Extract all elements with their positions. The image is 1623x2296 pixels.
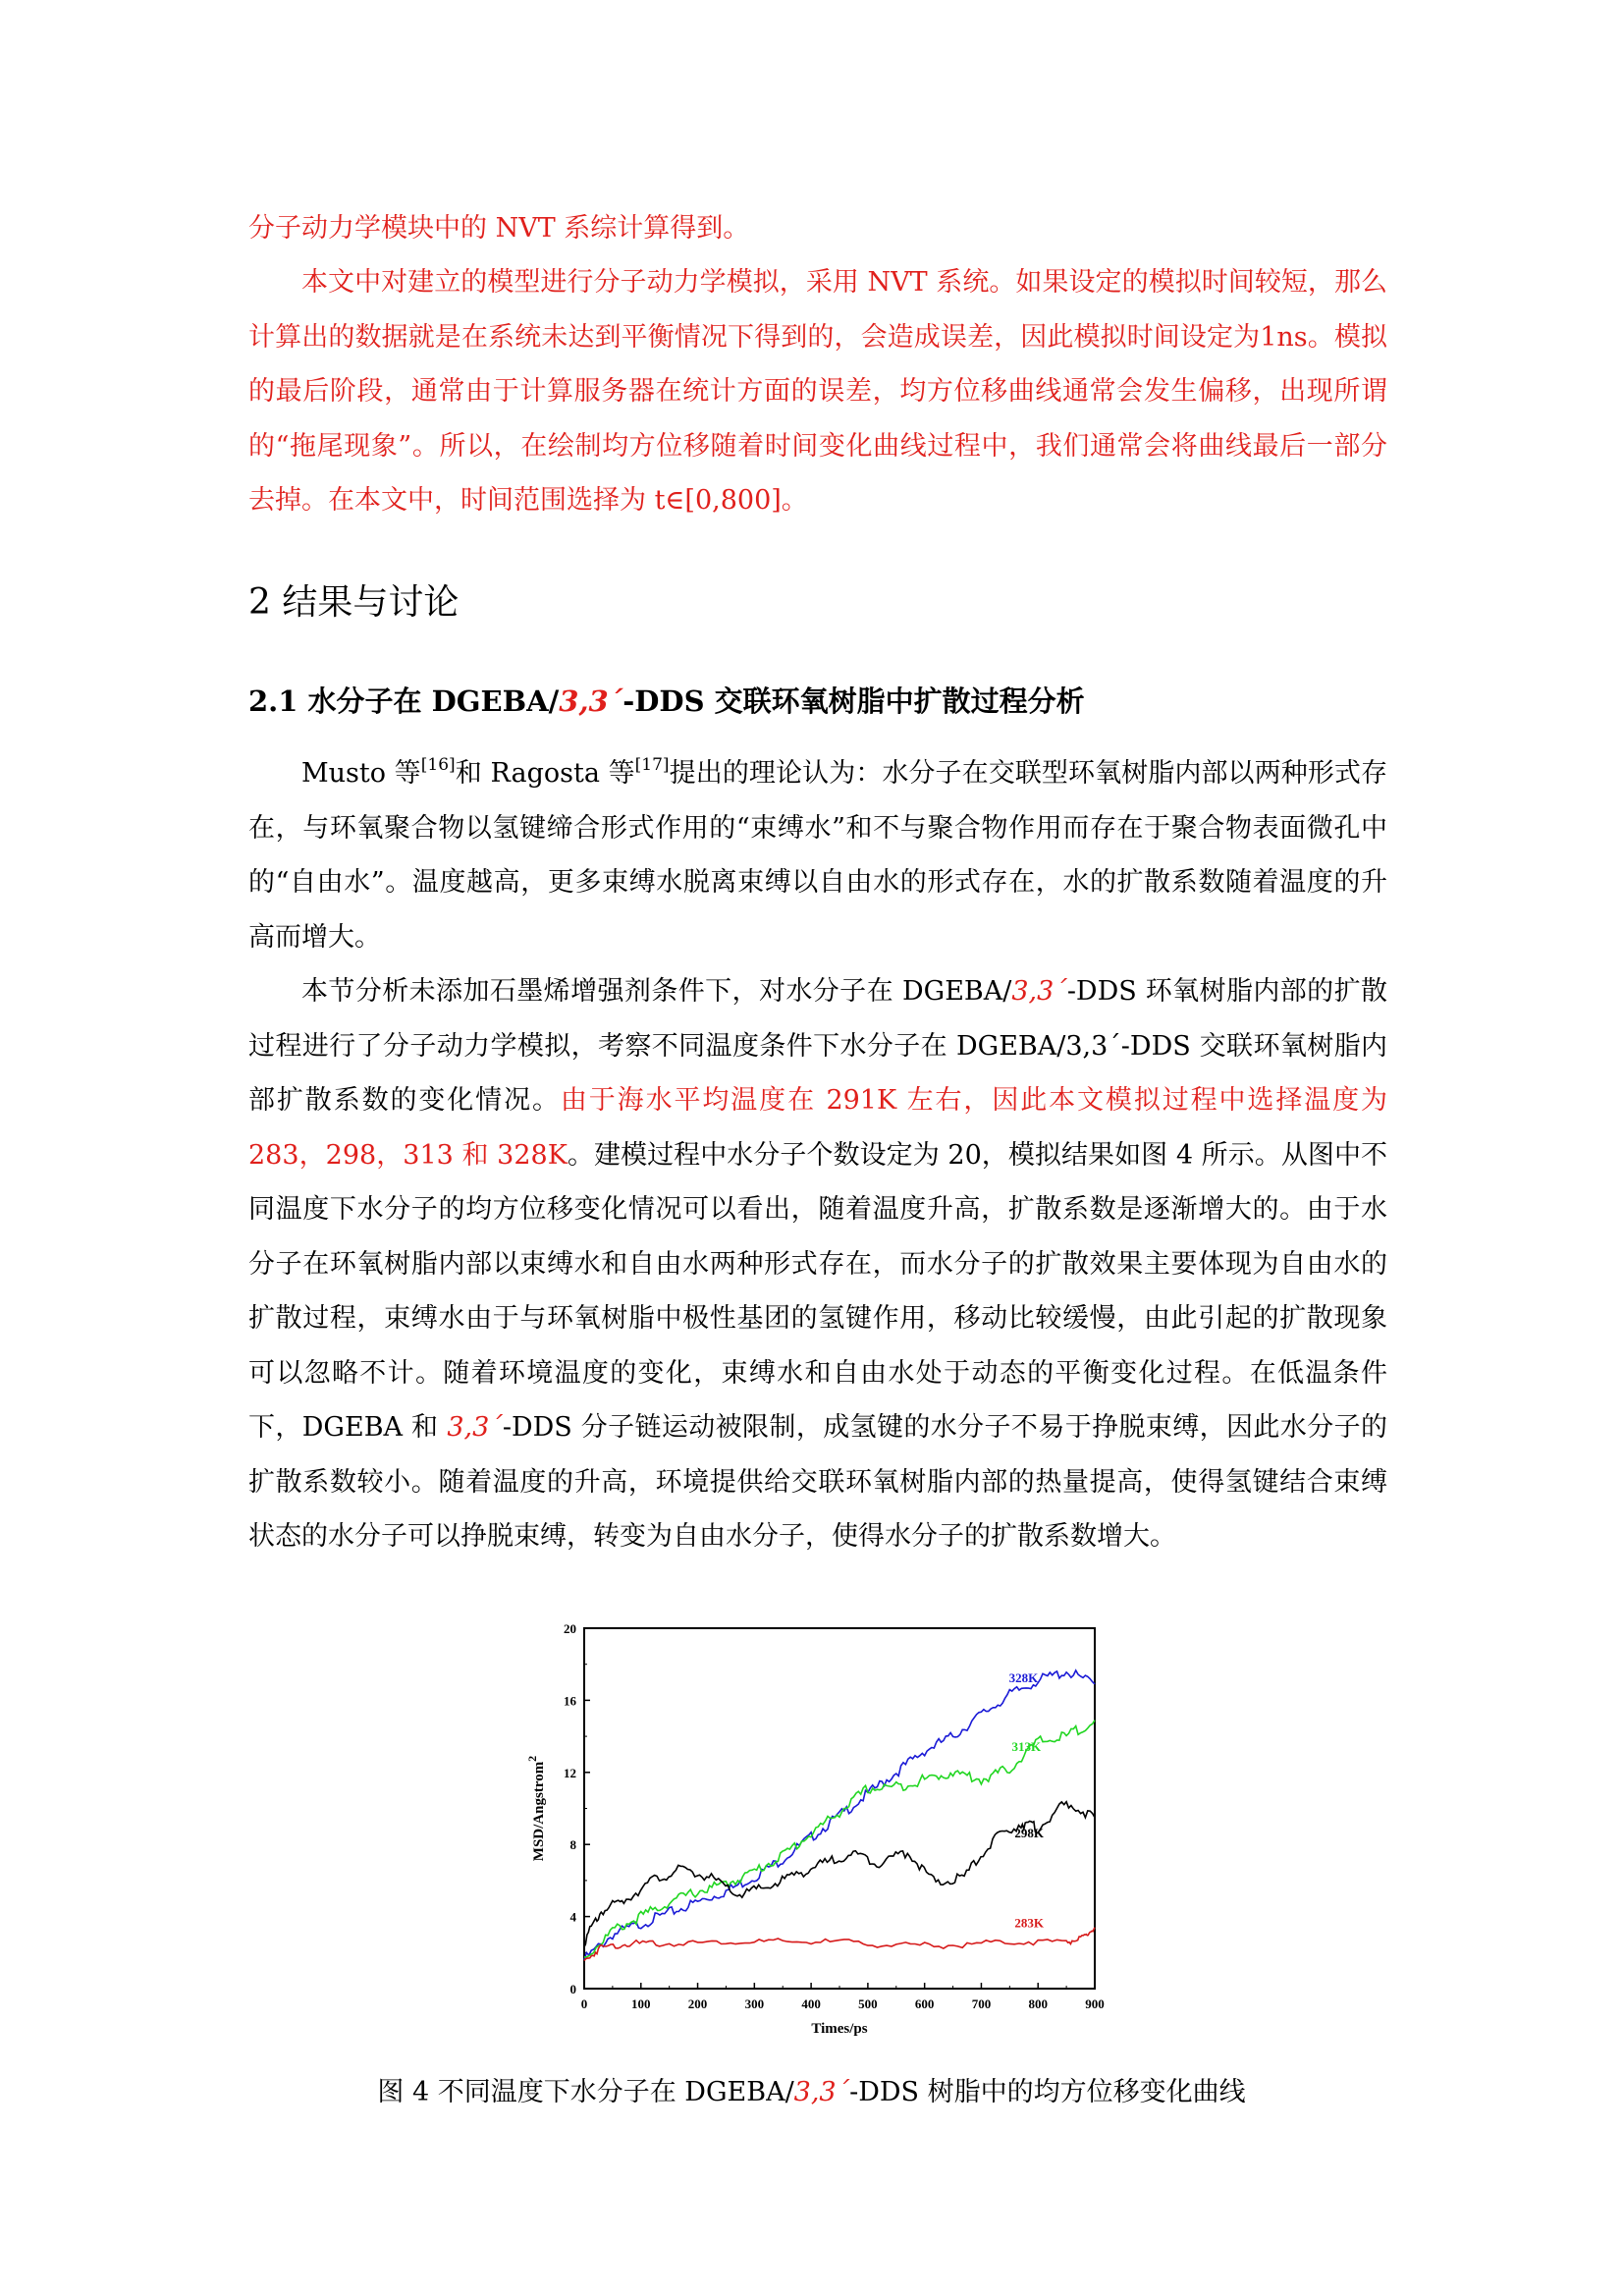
series-label-328K: 328K [1008, 1670, 1039, 1686]
citation-16[interactable]: [16] [420, 755, 456, 775]
x-axis-label: Times/ps [811, 2021, 868, 2037]
x-tick-label: 200 [687, 1996, 708, 2011]
analysis-text-3: 。建模过程中水分子个数设定为 20，模拟结果如图 4 所示。从图中不同温度下水分子的均方位移变化情况可以看出，随着温度升高，扩散系数是逐渐增大的。由于水分子在环氧树脂内部以束缚水和自由水两种形式存在，而水分子的扩散效果主要体现为自由水的扩散过程，束缚水由于与环氧树脂中极性基团的氢键作用，移动比较缓慢，由此引起的扩散现象可以忽略不计。随着环境温度的变化，束缚水和自由水处于动态的平衡变化过程。在低温条件下，DGEBA 和 [248, 1139, 1388, 1443]
analysis-highlight-1: 3,3´ [1011, 976, 1067, 1007]
figure-caption [0, 2070, 1623, 2108]
x-tick-label: 600 [914, 1996, 935, 2011]
paragraph-intro [248, 201, 1387, 256]
theory-text-2: 和 Ragosta 等 [455, 758, 635, 789]
citation-17[interactable]: [17] [634, 755, 670, 775]
x-tick-label: 400 [801, 1996, 821, 2011]
paragraph-simulation-setup-text: 本文中对建立的模型进行分子动力学模拟，采用 NVT 系统。如果设定的模拟时间较短，那么计算出的数据就是在系统未达到平衡情况下得到的，会造成误差，因此模拟时间设定为1ns。模拟的最后阶段，通常由于计算服务器在统计方面的误差，均方位移曲线通常会发生偏移，出现所谓的“拖尾现象”。所以，在绘制均方位移随着时间变化曲线过程中，我们通常会将曲线最后一部分去掉。在本文中，时间范围选择为 t∈[0,800]。 [248, 267, 1387, 516]
y-tick-label: 4 [569, 1909, 576, 1925]
y-tick-label: 12 [564, 1765, 576, 1780]
analysis-text-4: -DDS 分子链运动被限制，成氢键的水分子不易于挣脱束缚，因此水分子的扩散系数较小。随着温度的升高，环境提供给交联环氧树脂内部的热量提高，使得氢键结合束缚状态的水分子可以挣脱束缚，转变为自由水分子，使得水分子的扩散系数增大。 [248, 1412, 1387, 1552]
figure-caption-highlight: 3,3´ [793, 2077, 850, 2107]
x-tick-label: 300 [744, 1996, 765, 2011]
msd-chart [511, 1611, 1139, 2062]
x-tick-label: 700 [971, 1996, 992, 2011]
y-tick-label: 0 [569, 1982, 576, 1996]
analysis-text-2: -DDS 环氧树脂内部的扩散过程进行了分子动力学模拟，考察不同温度条件下水分子在 DGEBA/3,3´-DDS 交联环氧树脂内部扩散系数的变化情况。 [248, 976, 1387, 1116]
y-axis-label: MSD/Angstrom$^2$ [525, 1755, 547, 1862]
analysis-highlight-2: 3,3´ [447, 1412, 503, 1443]
series-label-283K: 283K [1014, 1915, 1044, 1931]
analysis-text-1: 本节分析未添加石墨烯增强剂条件下，对水分子在 DGEBA/ [301, 976, 1012, 1007]
series-label-298K: 298K [1014, 1825, 1044, 1840]
series-label-313K: 313K [1011, 1738, 1042, 1754]
subsection-heading-highlight: 3,3´ [559, 684, 623, 718]
x-tick-label: 100 [631, 1996, 651, 2011]
section-heading: 2 结果与讨论 [248, 582, 460, 623]
x-tick-label: 0 [580, 1996, 588, 2011]
x-tick-label: 500 [858, 1996, 878, 2011]
paragraph-simulation-setup [248, 255, 1387, 528]
theory-text-3: 提出的理论认为：水分子在交联型环氧树脂内部以两种形式存在，与环氧聚合物以氢键缔合形式作用的“束缚水”和不与聚合物作用而存在于聚合物表面微孔中的“自由水”。温度越高，更多束缚水脱离束缚以自由水的形式存在，水的扩散系数随着温度的升高而增大。 [248, 758, 1387, 953]
analysis-highlight-temperature: 由于海水平均温度在 291K 左右，因此本文模拟过程中选择温度为 283，298，313 和 328K [248, 1085, 1388, 1171]
paragraph-theory [248, 746, 1387, 964]
theory-text-1: Musto 等 [301, 758, 421, 789]
x-tick-label: 900 [1085, 1996, 1105, 2011]
figure-caption-part1: 图 4 不同温度下水分子在 DGEBA/ [377, 2077, 794, 2107]
figure-caption-part2: -DDS 树脂中的均方位移变化曲线 [849, 2077, 1246, 2107]
y-tick-label: 20 [564, 1621, 576, 1636]
y-tick-label: 8 [569, 1837, 576, 1853]
x-tick-label: 800 [1028, 1996, 1048, 2011]
subsection-heading-part1: 2.1 水分子在 DGEBA/ [248, 684, 560, 718]
y-tick-label: 16 [564, 1693, 576, 1709]
paragraph-intro-text: 分子动力学模块中的 NVT 系综计算得到。 [248, 213, 750, 244]
series-line-283K [584, 1928, 1095, 1961]
y-axis-label-superscript: 2 [525, 1755, 539, 1762]
paragraph-analysis [248, 964, 1387, 1564]
subsection-heading [248, 680, 1085, 720]
subsection-heading-part2: -DDS 交联环氧树脂中扩散过程分析 [622, 684, 1085, 718]
